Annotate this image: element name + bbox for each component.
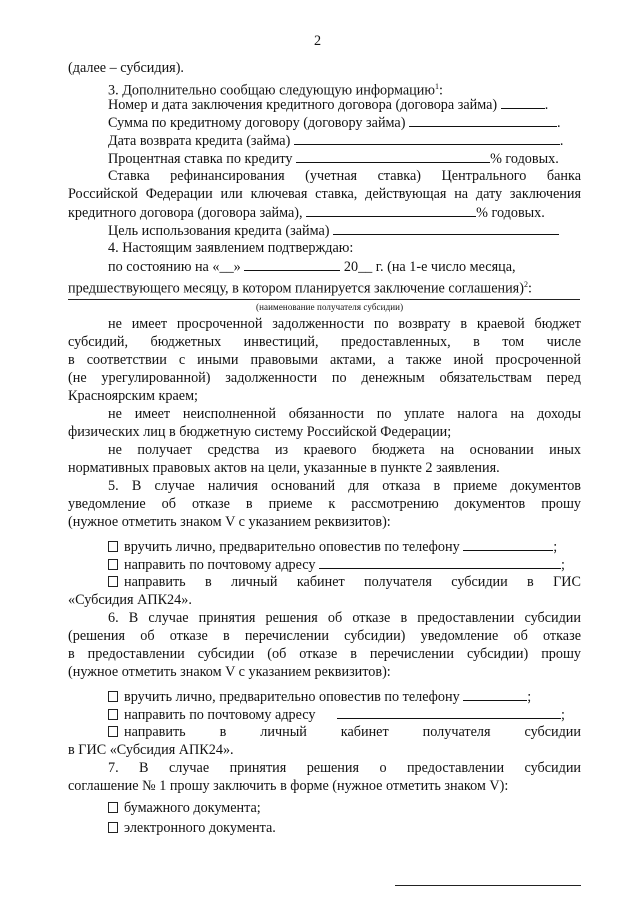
text-line: предшествующего месяцу, в котором планируется заключение соглашения)$^2$: bbox=[68, 280, 532, 297]
text-line: Российской Федерации или ключевая ставка, действующая на дату заключения bbox=[68, 186, 581, 202]
interest-rate-field: Процентная ставка по кредиту % годовых. bbox=[108, 151, 559, 167]
loan-amount-field: Сумма по кредитному договору (договору займа) . bbox=[108, 115, 561, 131]
option-7-paper: бумажного документа; bbox=[108, 800, 261, 817]
section-5-heading: 5. В случае наличия оснований для отказа в приеме документов bbox=[108, 478, 581, 494]
checkbox[interactable] bbox=[108, 559, 118, 570]
blank-field[interactable] bbox=[294, 132, 560, 145]
blank-field[interactable] bbox=[306, 204, 476, 217]
loan-return-date-field: Дата возврата кредита (займа) . bbox=[108, 133, 564, 149]
text-line: не получает средства из краевого бюджета на основании иных bbox=[108, 442, 581, 458]
blank-field[interactable] bbox=[296, 150, 490, 163]
loan-purpose-field: Цель использования кредита (займа) bbox=[108, 222, 559, 240]
blank-field[interactable] bbox=[337, 706, 561, 719]
text-line: (нужное отметить знаком V с указанием реквизитов): bbox=[68, 664, 391, 680]
blank-field[interactable] bbox=[319, 556, 561, 569]
text-line: не имеет неисполненной обязанности по уплате налога на доходы bbox=[108, 406, 581, 422]
text-line: Ставка рефинансирования (учетная ставка) Центрального банка bbox=[108, 168, 581, 184]
text-line: нормативных правовых актов на цели, указанные в пункте 2 заявления. bbox=[68, 460, 500, 476]
text-line: в соответствии с иными правовыми актами, а также иной просроченной bbox=[68, 352, 581, 368]
blank-field[interactable] bbox=[463, 538, 553, 551]
page-number: 2 bbox=[314, 33, 322, 49]
text-line: (не урегулированной) задолженности по денежным обязательствам перед bbox=[68, 370, 581, 386]
section-4-heading: 4. Настоящим заявлением подтверждаю: bbox=[108, 240, 354, 256]
blank-field[interactable] bbox=[333, 222, 559, 235]
checkbox[interactable] bbox=[108, 541, 118, 552]
section-7-heading: 7. В случае принятия решения о предоставлении субсидии bbox=[108, 760, 581, 776]
option-5-personal-account: направить в личный кабинет получателя субсидии в ГИС bbox=[108, 574, 581, 591]
blank-field[interactable] bbox=[244, 258, 340, 271]
date-field-line: по состоянию на «__» 20__ г. (на 1-е число месяца, bbox=[108, 259, 516, 275]
checkbox[interactable] bbox=[108, 822, 118, 833]
checkbox[interactable] bbox=[108, 691, 118, 702]
blank-field[interactable] bbox=[463, 688, 527, 701]
footnote-separator bbox=[395, 885, 581, 886]
text-line: (нужное отметить знаком V с указанием реквизитов): bbox=[68, 514, 391, 530]
option-6-mail: направить по почтовому адресу ; bbox=[108, 706, 565, 724]
text-line: физических лиц в бюджетную систему Российской Федерации; bbox=[68, 424, 452, 440]
option-6-deliver-personally: вручить лично, предварительно оповестив по телефону ; bbox=[108, 688, 531, 706]
checkbox[interactable] bbox=[108, 802, 118, 813]
option-6-personal-account: направить в личный кабинет получателя субсидии bbox=[108, 724, 581, 741]
text-line: не имеет просроченной задолженности по возврату в краевой бюджет bbox=[108, 316, 581, 332]
text-line: соглашение № 1 прошу заключить в форме (нужное отметить знаком V): bbox=[68, 778, 509, 794]
checkbox[interactable] bbox=[108, 726, 118, 737]
blank-field[interactable] bbox=[409, 114, 557, 127]
checkbox[interactable] bbox=[108, 576, 118, 587]
checkbox[interactable] bbox=[108, 709, 118, 720]
option-5-mail: направить по почтовому адресу ; bbox=[108, 556, 565, 574]
section-6-heading: 6. В случае принятия решения об отказе в предоставлении субсидии bbox=[108, 610, 581, 626]
recipient-name-caption: (наименование получателя субсидии) bbox=[256, 302, 404, 312]
blank-field[interactable] bbox=[501, 96, 545, 109]
text-line: Красноярским краем; bbox=[68, 388, 198, 404]
text-line: (далее – субсидия). bbox=[68, 60, 184, 76]
option-7-electronic: электронного документа. bbox=[108, 820, 276, 837]
text-line: в ГИС «Субсидия АПК24». bbox=[68, 742, 234, 758]
text-line: «Субсидия АПК24». bbox=[68, 592, 192, 608]
loan-number-field: Номер и дата заключения кредитного договора (договора займа) . bbox=[108, 97, 549, 113]
text-line: в предоставлении субсидии (об отказе в перечислении субсидии) прошу bbox=[68, 646, 581, 662]
option-5-deliver-personally: вручить лично, предварительно оповестив по телефону ; bbox=[108, 538, 557, 556]
section-3-heading: 3. Дополнительно сообщаю следующую информацию$^1$: bbox=[108, 82, 443, 99]
recipient-name-line[interactable] bbox=[68, 299, 580, 300]
refinancing-rate-field: кредитного договора (договора займа), % годовых. bbox=[68, 205, 545, 221]
text-line: уведомление об отказе в приеме к рассмотрению документов прошу bbox=[68, 496, 581, 512]
text-line: (решения об отказе в перечислении субсидии) уведомление об отказе bbox=[68, 628, 581, 644]
text-line: субсидий, бюджетных инвестиций, предоставленных, в том числе bbox=[68, 334, 581, 350]
